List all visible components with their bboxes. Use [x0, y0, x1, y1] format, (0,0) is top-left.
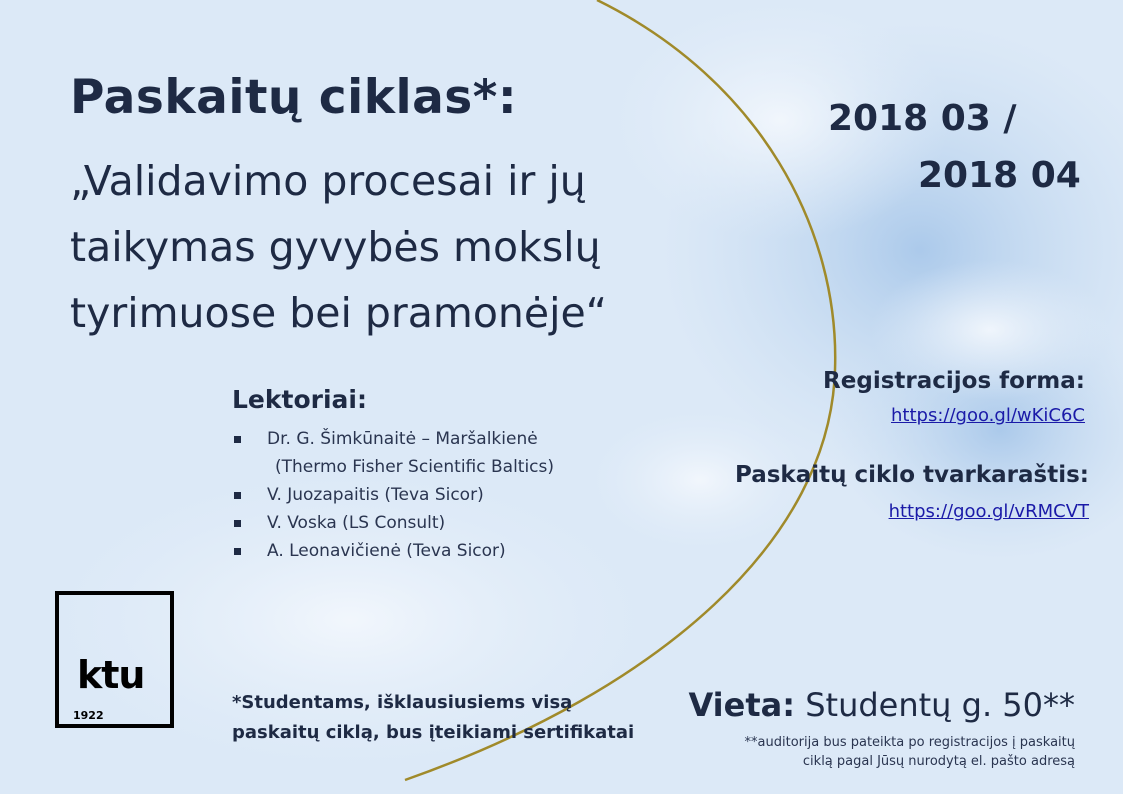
note-line: *Studentams, išklausiusiems visą [232, 692, 573, 713]
list-item [232, 509, 554, 537]
lecturer-name: Dr. G. Šimkūnaitė – Maršalkienė [267, 429, 538, 449]
subtitle-line: tyrimuose bei pramonėje“ [70, 289, 607, 337]
logo-year: 1922 [73, 709, 104, 722]
list-item [232, 537, 554, 565]
registration-label: Registracijos forma: [823, 368, 1085, 394]
list-item [232, 453, 554, 481]
bullet-icon [234, 548, 241, 555]
ktu-logo [55, 591, 174, 728]
venue-label: Vieta: [688, 686, 796, 724]
subtitle-line: „Validavimo procesai ir jų [70, 157, 586, 205]
list-item [232, 425, 554, 453]
registration-link[interactable]: https://goo.gl/wKiC6C [891, 405, 1085, 426]
bullet-icon [234, 436, 241, 443]
bullet-icon [234, 520, 241, 527]
lecturer-name: V. Voska (LS Consult) [267, 513, 446, 533]
venue-address: Studentų g. 50** [805, 686, 1075, 724]
note-line: paskaitų ciklą, bus įteikiami sertifikatai [232, 722, 635, 743]
venue-footnote [745, 733, 1075, 771]
lecturer-name: A. Leonavičienė (Teva Sicor) [267, 541, 506, 561]
lecturer-name: V. Juozapaitis (Teva Sicor) [267, 485, 484, 505]
bullet-icon [234, 492, 241, 499]
certificate-note [232, 688, 634, 748]
logo-text: ktu [77, 653, 145, 697]
date-start: 2018 03 / [828, 98, 1017, 139]
lecturer-affiliation: (Thermo Fisher Scientific Baltics) [275, 457, 555, 477]
date-end: 2018 04 [918, 155, 1081, 196]
page-subtitle [70, 148, 790, 346]
subtitle-line: taikymas gyvybės mokslų [70, 223, 601, 271]
footnote-line: ciklą pagal Jūsų nurodytą el. pašto adresą [802, 754, 1075, 769]
schedule-link[interactable]: https://goo.gl/vRMCVT [888, 501, 1089, 522]
lecturers-heading: Lektoriai: [232, 385, 367, 414]
page-title: Paskaitų ciklas*: [70, 70, 518, 125]
list-item [232, 481, 554, 509]
lecturers-list [232, 425, 554, 565]
schedule-label: Paskaitų ciklo tvarkaraštis: [734, 462, 1089, 488]
venue [688, 686, 1075, 724]
footnote-line: **auditorija bus pateikta po registracijos į paskaitų [744, 735, 1075, 750]
